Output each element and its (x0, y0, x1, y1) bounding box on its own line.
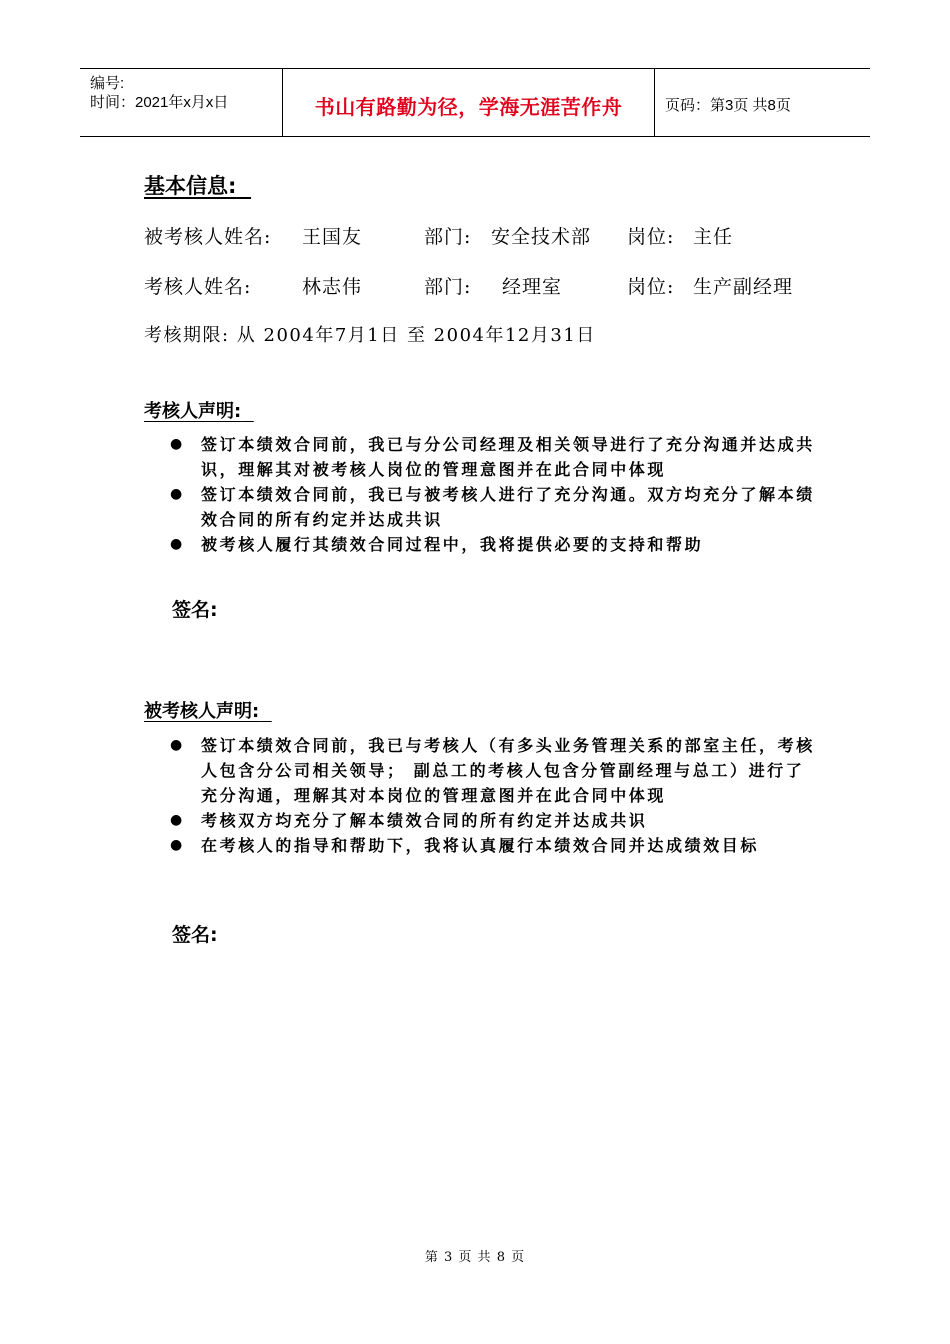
assessor-signature-label: 签名: (172, 599, 218, 621)
list-item: ● 考核双方均充分了解本绩效合同的所有约定并达成共识 (170, 808, 820, 833)
bullet-icon: ● (170, 536, 185, 552)
assessor-dept-label: 部门: (424, 276, 472, 298)
assessee-post: 主任 (693, 226, 734, 248)
assessee-declaration-list (170, 733, 820, 858)
header-page-cell (655, 69, 870, 136)
basic-info-title: 基本信息: (144, 174, 237, 198)
assessee-declaration-title: 被考核人声明: (144, 701, 260, 722)
list-item: ● 签订本绩效合同前，我已与考核人（有多头业务管理关系的部室主任，考核人包含分公司相关领导； 副总工的考核人包含分管副经理与总工）进行了充分沟通，理解其对本岗位的管理意图并在此合同中体现 (170, 733, 820, 808)
date-line: 时间：2021年x月x日 (90, 94, 229, 111)
bullet-icon: ● (170, 436, 185, 452)
list-item: ● 在考核人的指导和帮助下，我将认真履行本绩效合同并达成绩效目标 (170, 833, 820, 858)
header-motto: 书山有路勤为径，学海无涯苦作舟 (314, 95, 623, 119)
assessment-period: 考核期限: 从 2004年7月1日 至 2004年12月31日 (144, 325, 596, 346)
header-meta (80, 69, 283, 136)
list-item: ● 被考核人履行其绩效合同过程中，我将提供必要的支持和帮助 (170, 532, 820, 557)
header-motto-cell (283, 69, 655, 136)
bullet-icon: ● (170, 486, 185, 502)
assessor-post: 生产副经理 (693, 276, 794, 298)
assessor-name: 林志伟 (302, 276, 363, 298)
assessee-dept: 安全技术部 (491, 226, 592, 248)
assessee-name-label: 被考核人姓名: (144, 226, 272, 248)
assessor-declaration-title: 考核人声明: (144, 401, 242, 422)
list-item: ● 签订本绩效合同前，我已与被考核人进行了充分沟通。双方均充分了解本绩效合同的所有约定并达成共识 (170, 482, 820, 532)
page-footer: 第 3 页 共 8 页 (424, 1250, 526, 1265)
assessee-signature-label: 签名: (172, 924, 218, 946)
number-label: 编号: (90, 75, 125, 92)
bullet-icon: ● (170, 837, 185, 853)
page-header (80, 68, 870, 137)
list-item: ● 签订本绩效合同前，我已与分公司经理及相关领导进行了充分沟通并达成共识，理解其对被考核人岗位的管理意图并在此合同中体现 (170, 432, 820, 482)
assessor-name-label: 考核人姓名: (144, 276, 252, 298)
assessee-dept-label: 部门: (424, 226, 472, 248)
assessor-info-row (144, 272, 844, 298)
assessee-post-label: 岗位: (627, 226, 675, 248)
assessor-dept: 经理室 (502, 276, 563, 298)
assessee-info-row (144, 222, 844, 248)
assessor-declaration-list (170, 432, 820, 557)
assessee-name: 王国友 (302, 226, 363, 248)
header-page-info: 页码：第3页 共8页 (665, 97, 791, 114)
assessor-post-label: 岗位: (627, 276, 675, 298)
bullet-icon: ● (170, 737, 185, 753)
bullet-icon: ● (170, 812, 185, 828)
